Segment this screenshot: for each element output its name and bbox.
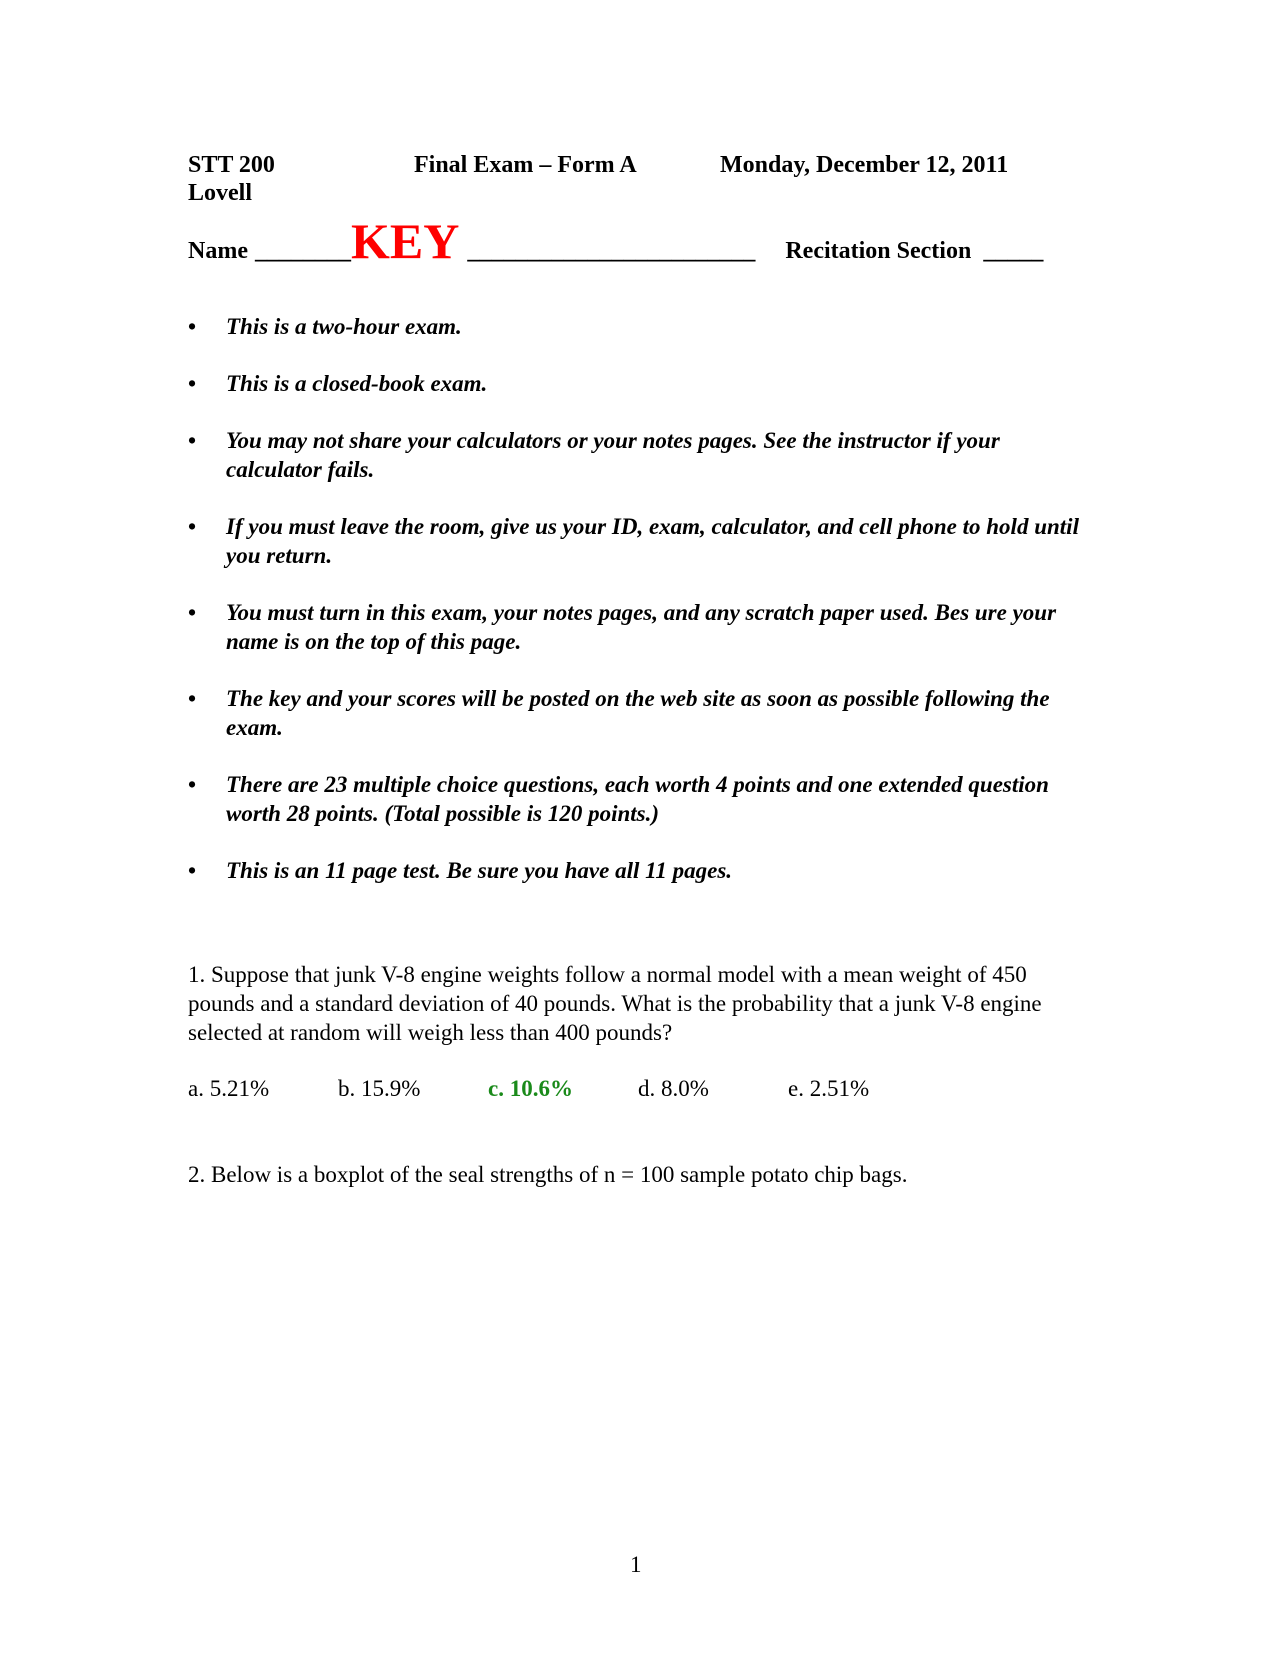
bullet-icon: • xyxy=(188,772,197,797)
question-2-text: 2. Below is a boxplot of the seal strengths of n = 100 sample potato chip bags. xyxy=(188,1162,908,1187)
bullet-icon: • xyxy=(188,686,197,711)
recitation-blank: _____ xyxy=(983,238,1044,264)
bullet-icon: • xyxy=(188,428,197,453)
name-blank-before: ________ xyxy=(254,238,351,264)
instruction-item: • You must turn in this exam, your notes pages, and any scratch paper used. Bes ure your name is on the top of this page. xyxy=(188,600,1057,654)
instructor-name: Lovell xyxy=(188,180,252,206)
course-code: STT 200 xyxy=(188,152,275,178)
instruction-item: • The key and your scores will be posted on the web site as soon as possible following the exam. xyxy=(188,686,1050,740)
name-label: Name xyxy=(188,238,248,264)
page-number: 1 xyxy=(630,1552,642,1577)
instruction-list xyxy=(188,312,1088,913)
q1-choice-b: b. 15.9% xyxy=(338,1076,421,1101)
bullet-icon: • xyxy=(188,600,197,625)
instruction-item: • This is a closed-book exam. xyxy=(188,371,488,396)
key-stamp: KEY xyxy=(350,213,460,269)
exam-date: Monday, December 12, 2011 xyxy=(720,152,1009,178)
q1-choice-a: a. 5.21% xyxy=(188,1076,270,1101)
name-blank-after: ________________________ xyxy=(467,238,756,264)
question-1-text: 1. Suppose that junk V-8 engine weights follow a normal model with a mean weight of 450 pounds and a standard deviation of 40 pounds. What is the probability that a junk V-8 engine selected at random will weigh less than 400 pounds? xyxy=(188,962,1042,1045)
bullet-icon: • xyxy=(188,371,197,396)
bullet-icon: • xyxy=(188,858,197,883)
bullet-icon: • xyxy=(188,514,197,539)
instruction-item: • There are 23 multiple choice questions, each worth 4 points and one extended question worth 28 points. (Total possible is 120 points.) xyxy=(188,772,1049,826)
recitation-label: Recitation Section xyxy=(785,238,972,264)
q1-choice-c-correct: c. 10.6% xyxy=(488,1076,573,1101)
instruction-item: • This is a two-hour exam. xyxy=(188,314,462,339)
bullet-icon: • xyxy=(188,314,197,339)
q1-choice-e: e. 2.51% xyxy=(788,1076,870,1101)
q1-choice-d: d. 8.0% xyxy=(638,1076,709,1101)
instruction-item: • This is an 11 page test. Be sure you have all 11 pages. xyxy=(188,858,733,883)
instruction-item: • You may not share your calculators or your notes pages. See the instructor if your calculator fails. xyxy=(188,428,1000,482)
instruction-item: • If you must leave the room, give us your ID, exam, calculator, and cell phone to hold until you return. xyxy=(188,514,1079,568)
name-line xyxy=(188,212,1044,269)
exam-title: Final Exam – Form A xyxy=(414,152,637,178)
